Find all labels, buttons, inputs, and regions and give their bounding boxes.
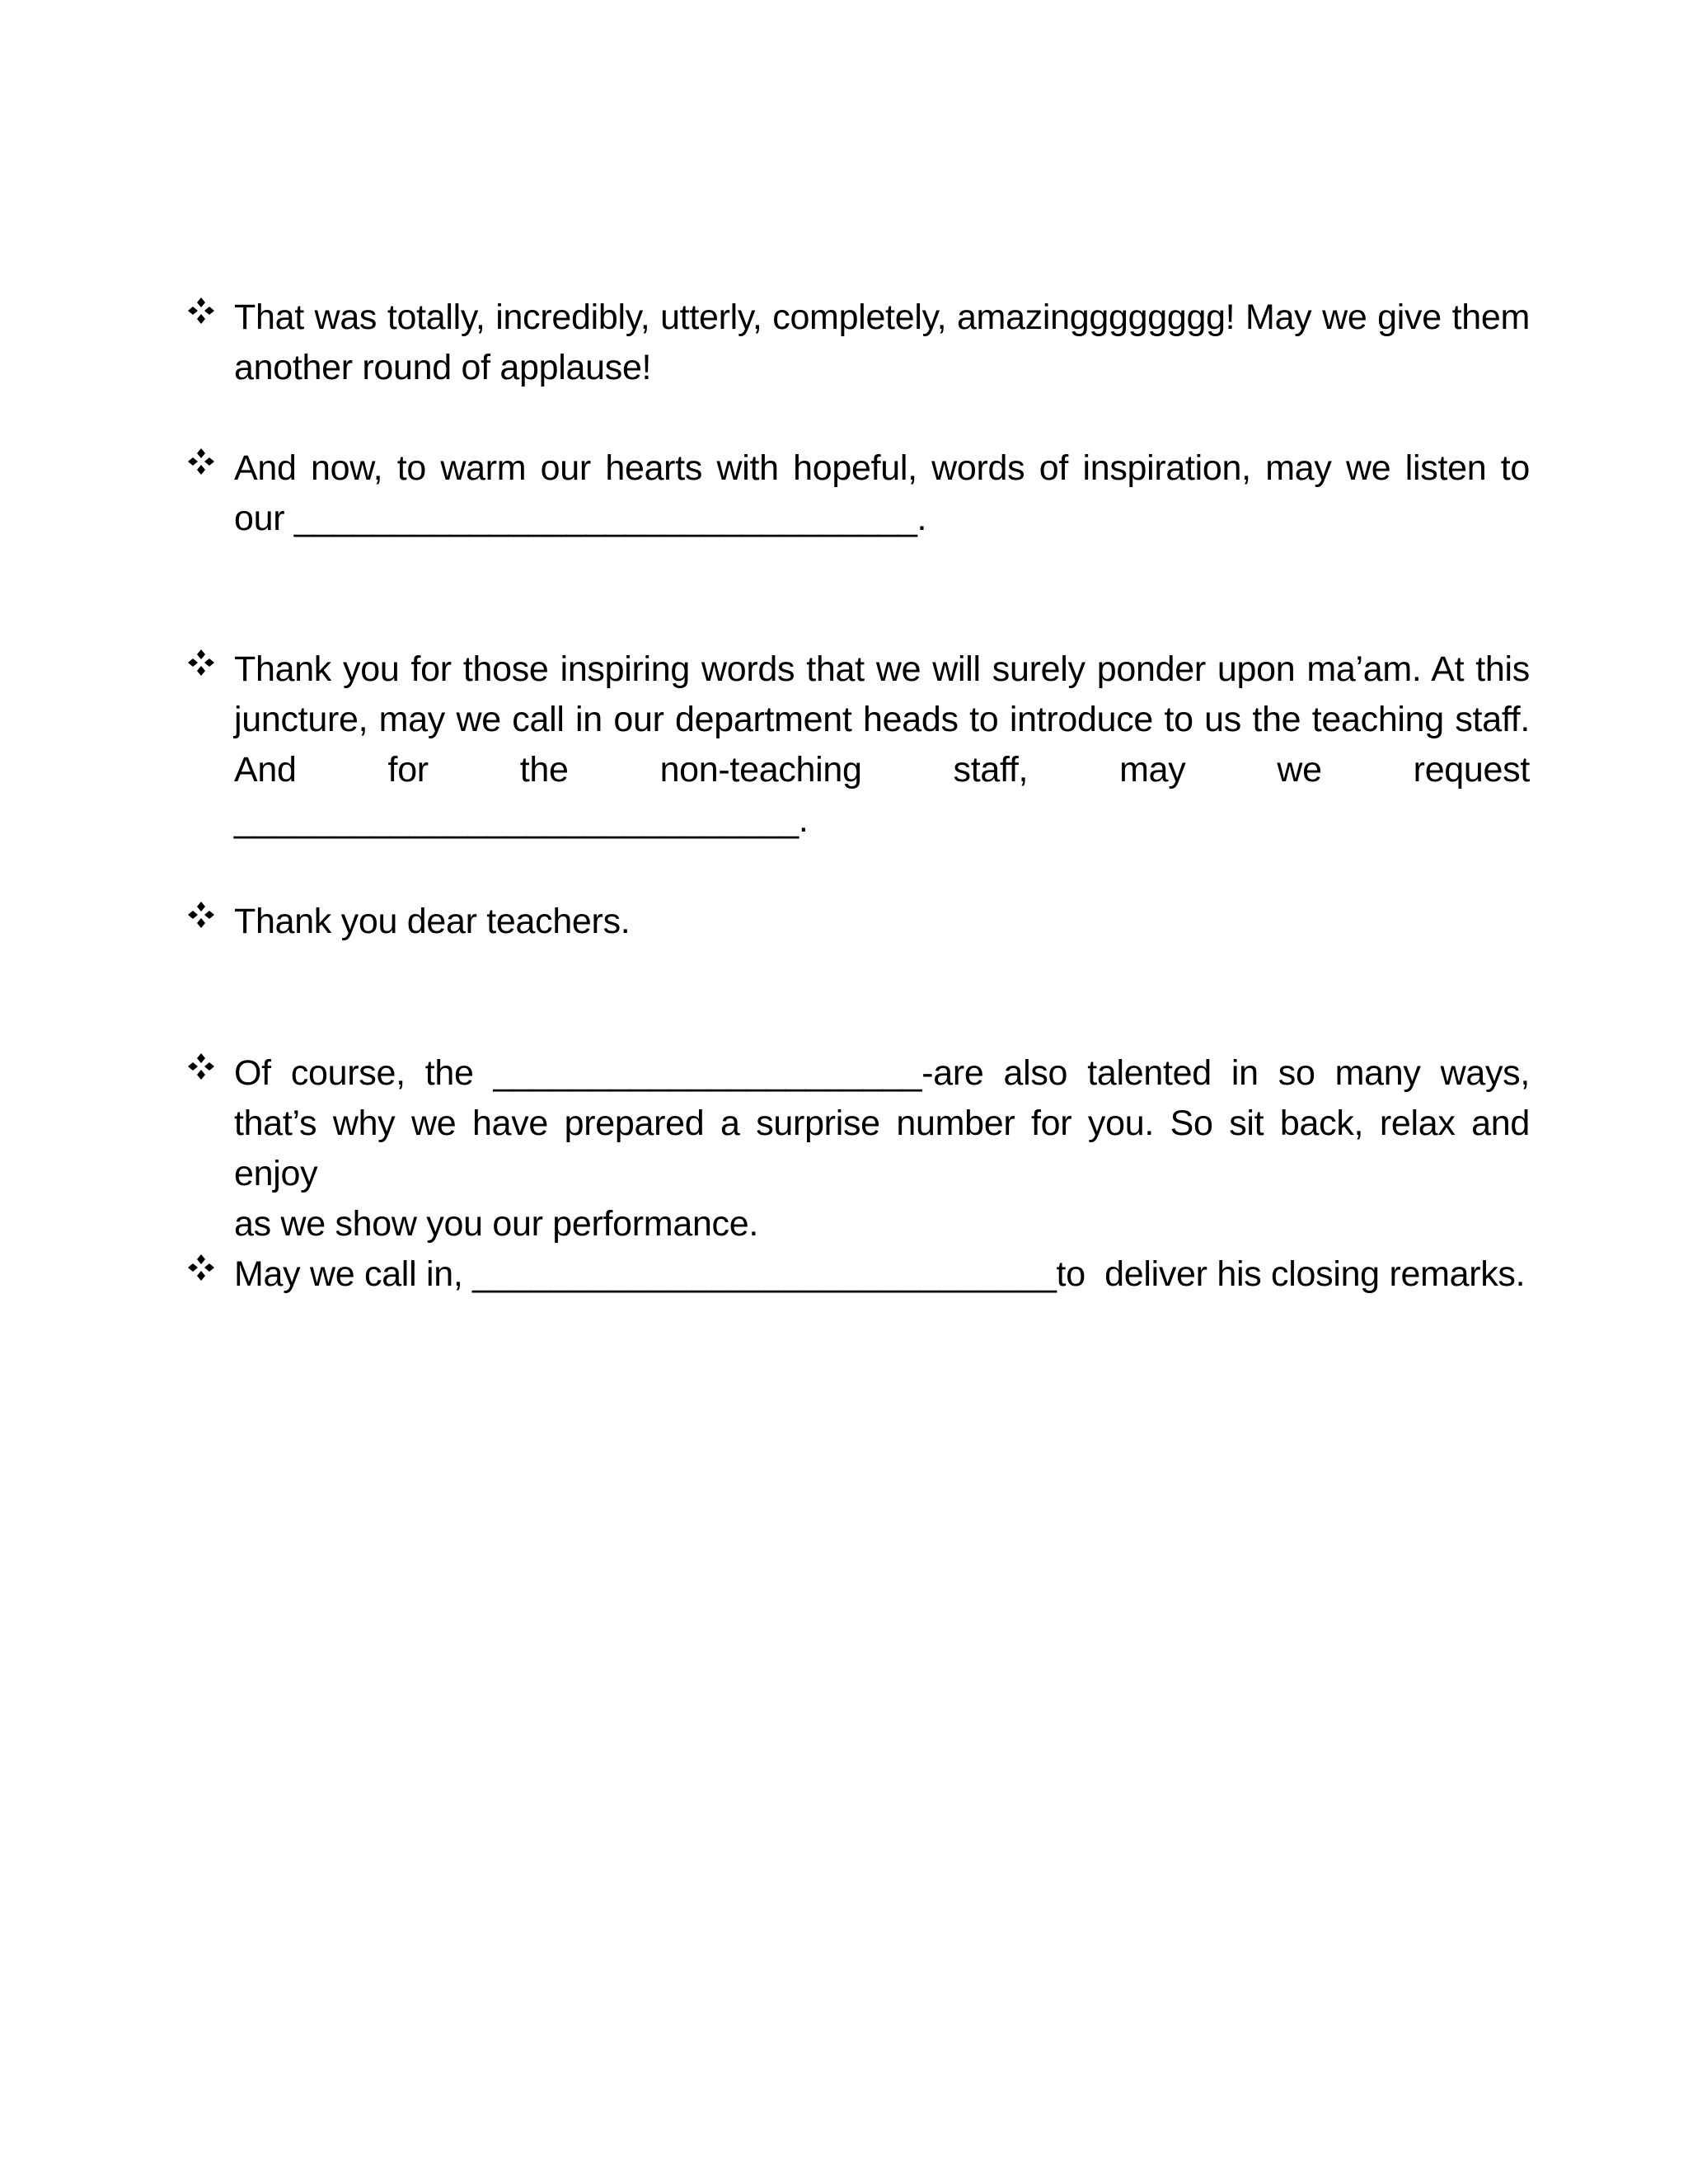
item-text — [234, 443, 1530, 544]
item-line-blank: _____________________________. — [234, 800, 809, 840]
item-line: juncture, may we call in our department heads to introduce to us the teaching staff. — [234, 700, 1530, 739]
four-diamond-bullet-icon — [186, 293, 234, 326]
list-item — [186, 897, 1530, 947]
item-text: That was totally, incredibly, utterly, completely, amazingggggggg! May we give them another round of applause! — [234, 298, 1530, 387]
item-text: Thank you dear teachers. — [234, 902, 631, 941]
item-text — [234, 644, 1530, 846]
item-text: May we call in, ______________________________to deliver his closing remarks. — [234, 1254, 1526, 1294]
four-diamond-bullet-icon — [186, 443, 234, 476]
item-text — [234, 1048, 1530, 1249]
four-diamond-bullet-icon — [186, 644, 234, 677]
list-item — [186, 1249, 1530, 1300]
item-line: that’s why we have prepared a surprise number for you. So sit back, relax and enjoy — [234, 1104, 1530, 1193]
four-diamond-bullet-icon — [186, 1249, 234, 1282]
list-item — [186, 644, 1530, 846]
list-item — [186, 293, 1530, 393]
item-line: And now, to warm our hearts with hopeful, words of inspiration, may we listen to — [234, 448, 1530, 488]
item-line: And for the non-teaching staff, may we request — [234, 750, 1530, 790]
four-diamond-bullet-icon — [186, 897, 234, 930]
four-diamond-bullet-icon — [186, 1048, 234, 1081]
list-item — [186, 1048, 1530, 1249]
item-line: Thank you for those inspiring words that we will surely ponder upon ma’am. At this — [234, 649, 1530, 689]
item-line-blank: our ________________________________. — [234, 499, 927, 538]
item-line: Of course, the ______________________-are also talented in so many ways, — [234, 1053, 1530, 1093]
list-item — [186, 443, 1530, 544]
item-line: as we show you our performance. — [234, 1204, 759, 1244]
